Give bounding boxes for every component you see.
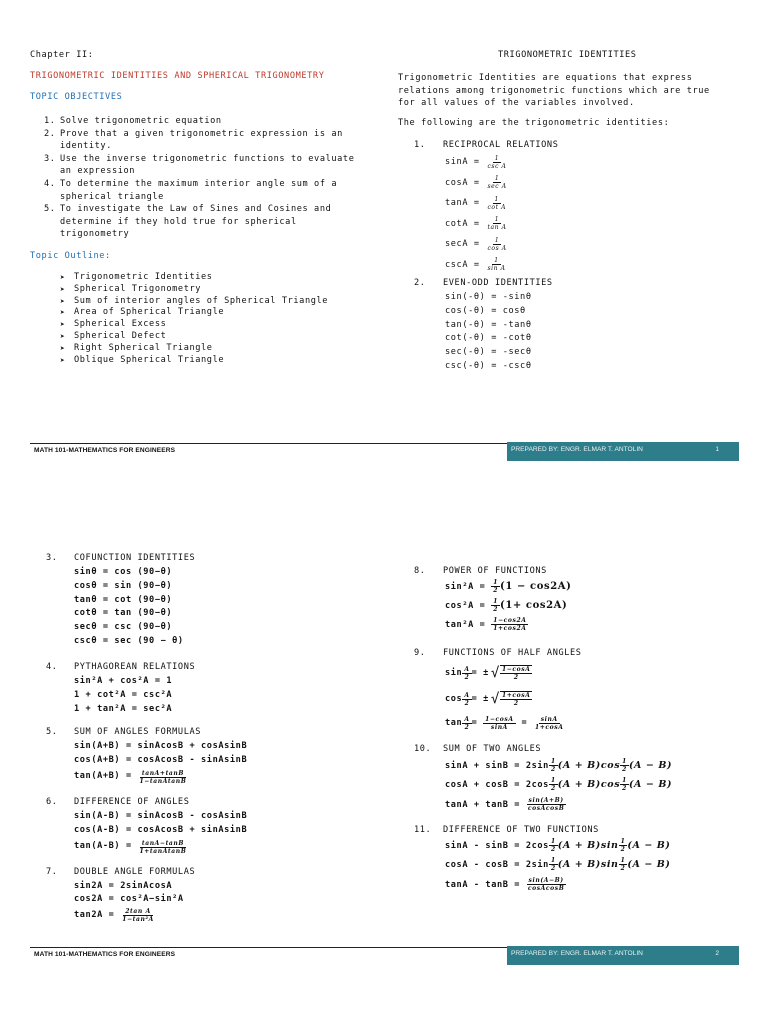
section-title-sum-two-angles: SUM OF TWO ANGLES — [443, 744, 542, 754]
footer-bar — [507, 442, 739, 461]
objective-item: 2. Prove that a given trigonometric expression is an identity. — [44, 128, 343, 152]
section-title-difference-functions: DIFFERENCE OF TWO FUNCTIONS — [443, 825, 599, 835]
arrow-bullet-icon: ➤ — [60, 296, 66, 306]
formula-row: sec(-θ) = -secθ — [445, 347, 532, 358]
formula-row: csc(-θ) = -cscθ — [445, 360, 532, 371]
sqrt-icon: √ — [490, 691, 500, 707]
formula-row: cos2A = cos²A−sin²A — [74, 893, 184, 904]
section-title-half-angles: FUNCTIONS OF HALF ANGLES — [443, 648, 582, 658]
formula-row: cot(-θ) = -cotθ — [445, 333, 532, 344]
section-title-difference-angles: DIFFERENCE OF ANGLES — [74, 797, 190, 807]
formula-row: sin(A+B) = sinAcosB + cosAsinB — [74, 741, 248, 751]
chapter-title: TRIGONOMETRIC IDENTITIES AND SPHERICAL TRIGONOMETRY — [30, 71, 325, 81]
intro-lead: The following are the trigonometric identities: — [398, 118, 670, 128]
section-number: 4. — [46, 662, 58, 672]
intro-paragraph: Trigonometric Identities are equations that express relations among trigonometric functions which are true for all values of the variables involved. — [398, 73, 710, 108]
formula-row: cotA = $\frac{1}{\text{tan A}}$ — [445, 216, 507, 232]
footer-author: PREPARED BY: ENGR. ELMAR T. ANTOLIN — [511, 446, 643, 453]
footer-author: PREPARED BY: ENGR. ELMAR T. ANTOLIN — [511, 950, 643, 957]
cofunction-list — [74, 566, 184, 649]
formula-row: sinA = $\frac{1}{\text{csc A}}$ — [445, 154, 507, 170]
arrow-bullet-icon: ➤ — [60, 284, 66, 294]
outline-item: ➤ Trigonometric Identities — [60, 272, 213, 282]
footer-rule — [30, 443, 508, 444]
formula-row: sin²A + cos²A = 1 — [74, 676, 173, 686]
formula-row: cos(-θ) = cosθ — [445, 305, 526, 316]
formula-row: cosθ = sin (90−θ) — [74, 580, 173, 591]
footer-rule — [30, 947, 508, 948]
footer-page-number: 2 — [715, 950, 719, 957]
formula-row: tan(A-B) = $\frac{\tan A-\tan B}{\text{1+tanAtanB}}$ — [74, 839, 187, 855]
section-title-double-angle: DOUBLE ANGLE FORMULAS — [74, 867, 196, 877]
formula-row: secθ = csc (90−θ) — [74, 622, 173, 633]
outline-item: ➤ Spherical Excess — [60, 319, 167, 330]
outline-item: ➤ Oblique Spherical Triangle — [60, 354, 225, 365]
formula-row: 1 + cot²A = csc²A — [74, 689, 173, 700]
footer-course: MATH 101-MATHEMATICS FOR ENGINEERS — [34, 951, 176, 958]
arrow-bullet-icon: ➤ — [60, 343, 66, 353]
arrow-bullet-icon: ➤ — [60, 308, 66, 318]
outline-item: ➤ Right Spherical Triangle — [60, 342, 213, 353]
arrow-bullet-icon: ➤ — [60, 331, 66, 341]
formula-row: tanA = $\frac{1}{\text{cot A}}$ — [445, 195, 507, 211]
formula-row: cos $\frac{A}{2}$ = ± √ $\frac{1+\cos A}{2}$ — [445, 691, 531, 707]
section-number: 9. — [414, 648, 426, 658]
section-title-cofunction: COFUNCTION IDENTITIES — [74, 553, 196, 563]
chapter-label: Chapter II: — [30, 50, 94, 60]
outline-item: ➤ Spherical Defect — [60, 330, 167, 341]
objectives-list — [30, 115, 380, 241]
formula-row: cosA + cosB = 2cos $\frac{1}{2}$ (A + B)cos $\frac{1}{2}$ (A − B) — [445, 777, 673, 792]
sum-two-angles-list — [445, 756, 672, 815]
formula-row: sinA + sinB = 2sin $\frac{1}{2}$ (A + B)cos $\frac{1}{2}$ (A − B) — [445, 758, 673, 773]
outline-item: ➤ Spherical Trigonometry — [60, 283, 202, 294]
objectives-heading: TOPIC OBJECTIVES — [30, 92, 123, 102]
difference-angles-list — [74, 810, 247, 857]
section-number: 8. — [414, 566, 426, 576]
footer-page-number: 1 — [715, 446, 719, 453]
formula-row: tanA - tanB = $\frac{\sin(A-B)}{\text{cosAcosB}}$ — [445, 877, 565, 892]
section-number: 10. — [414, 744, 432, 754]
footer-bar — [507, 946, 739, 965]
section-title-pythagorean: PYTHAGOREAN RELATIONS — [74, 662, 196, 672]
objective-item: 4. To determine the maximum interior angle sum of a spherical triangle — [44, 178, 338, 202]
difference-functions-list — [445, 836, 671, 895]
footer-course: MATH 101-MATHEMATICS FOR ENGINEERS — [34, 447, 176, 454]
formula-row: sin(A-B) = sinAcosB - cosAsinB — [74, 811, 248, 821]
reciprocal-list — [445, 152, 509, 275]
formula-row: cscθ = sec (90 − θ) — [74, 635, 184, 646]
formula-row: sin $\frac{A}{2}$ = ± √ $\frac{1-\cos A}{2}$ — [445, 665, 531, 681]
objective-item: 5. To investigate the Law of Sines and Cosines and determine if they hold true for spherical trigonometry — [44, 204, 332, 240]
formula-row: sinA - sinB = 2cos $\frac{1}{2}$ (A + B)sin $\frac{1}{2}$ (A − B) — [445, 838, 671, 853]
power-list — [445, 577, 571, 634]
formula-row: tan $\frac{A}{2}$ = $\frac{1-\cos A}{\sin A}$ = $\frac{\sin A}{1+\cos A}$ — [445, 715, 564, 731]
formula-row: cotθ = tan (90−θ) — [74, 608, 173, 619]
formula-row: sin2A = 2sinAcosA — [74, 881, 173, 891]
sum-angles-list — [74, 740, 247, 787]
page-header-title: TRIGONOMETRIC IDENTITIES — [498, 50, 637, 60]
section-number: 11. — [414, 825, 432, 835]
formula-row: tan(A+B) = $\frac{\tan A+\tan B}{\text{1−tanAtanB}}$ — [74, 769, 187, 785]
arrow-bullet-icon: ➤ — [60, 273, 66, 282]
pythagorean-list — [74, 675, 172, 716]
formula-row: tanA + tanB = $\frac{\sin(A+B)}{\text{cosAcosB}}$ — [445, 797, 565, 812]
section-number: 1. — [414, 140, 426, 150]
arrow-bullet-icon: ➤ — [60, 320, 66, 330]
section-number: 2. — [414, 278, 426, 288]
formula-row: sinθ = cos (90−θ) — [74, 567, 173, 577]
section-title-reciprocal: RECIPROCAL RELATIONS — [443, 140, 559, 150]
formula-row: tan²A = $\frac{1-\cos 2A}{1+\cos 2A}$ — [445, 617, 527, 632]
objective-item: 3. Use the inverse trigonometric functions to evaluate an expression — [44, 153, 355, 177]
formula-row: 1 + tan²A = sec²A — [74, 703, 173, 714]
section-title-power: POWER OF FUNCTIONS — [443, 566, 547, 576]
outline-item: ➤ Sum of interior angles of Spherical Triangle — [60, 295, 329, 306]
formula-row: secA = $\frac{1}{\text{cos A}}$ — [445, 236, 507, 252]
section-title-sum-angles: SUM OF ANGLES FORMULAS — [74, 727, 202, 737]
section-number: 6. — [46, 797, 58, 807]
section-number: 7. — [46, 867, 58, 877]
arrow-bullet-icon: ➤ — [60, 355, 66, 365]
double-angle-list — [74, 880, 184, 926]
formula-row: tanθ = cot (90−θ) — [74, 594, 173, 605]
formula-row: cos(A-B) = cosAcosB + sinAsinB — [74, 824, 248, 835]
outline-item: ➤ Area of Spherical Triangle — [60, 307, 225, 318]
formula-row: tan2A = $\frac{\text{2tan A}}{\text{1−tan²A}}$ — [74, 908, 154, 924]
formula-row: sin(-θ) = -sinθ — [445, 292, 532, 302]
formula-row: cos(A+B) = cosAcosB - sinAsinB — [74, 754, 248, 765]
sqrt-icon: √ — [490, 665, 500, 681]
formula-row: cosA - cosB = 2sin $\frac{1}{2}$ (A + B)sin $\frac{1}{2}$ (A − B) — [445, 857, 671, 872]
formula-row: cscA = $\frac{1}{\text{sin A}}$ — [445, 257, 506, 273]
formula-row: tan(-θ) = -tanθ — [445, 319, 532, 330]
formula-row: cosA = $\frac{1}{\text{sec A}}$ — [445, 175, 507, 191]
outline-list — [30, 272, 328, 366]
section-title-even-odd: EVEN-ODD IDENTITIES — [443, 278, 553, 288]
formula-row: sin²A = $\frac{1}{2}$ (1 − cos2A) — [445, 579, 572, 594]
section-number: 3. — [46, 553, 58, 563]
even-odd-list — [445, 291, 532, 374]
objective-item: 1. Solve trigonometric equation — [44, 116, 222, 126]
outline-heading: Topic Outline: — [30, 251, 111, 261]
section-number: 5. — [46, 727, 58, 737]
half-angles-list — [445, 660, 566, 734]
formula-row: cos²A = $\frac{1}{2}$ (1+ cos2A) — [445, 598, 568, 613]
